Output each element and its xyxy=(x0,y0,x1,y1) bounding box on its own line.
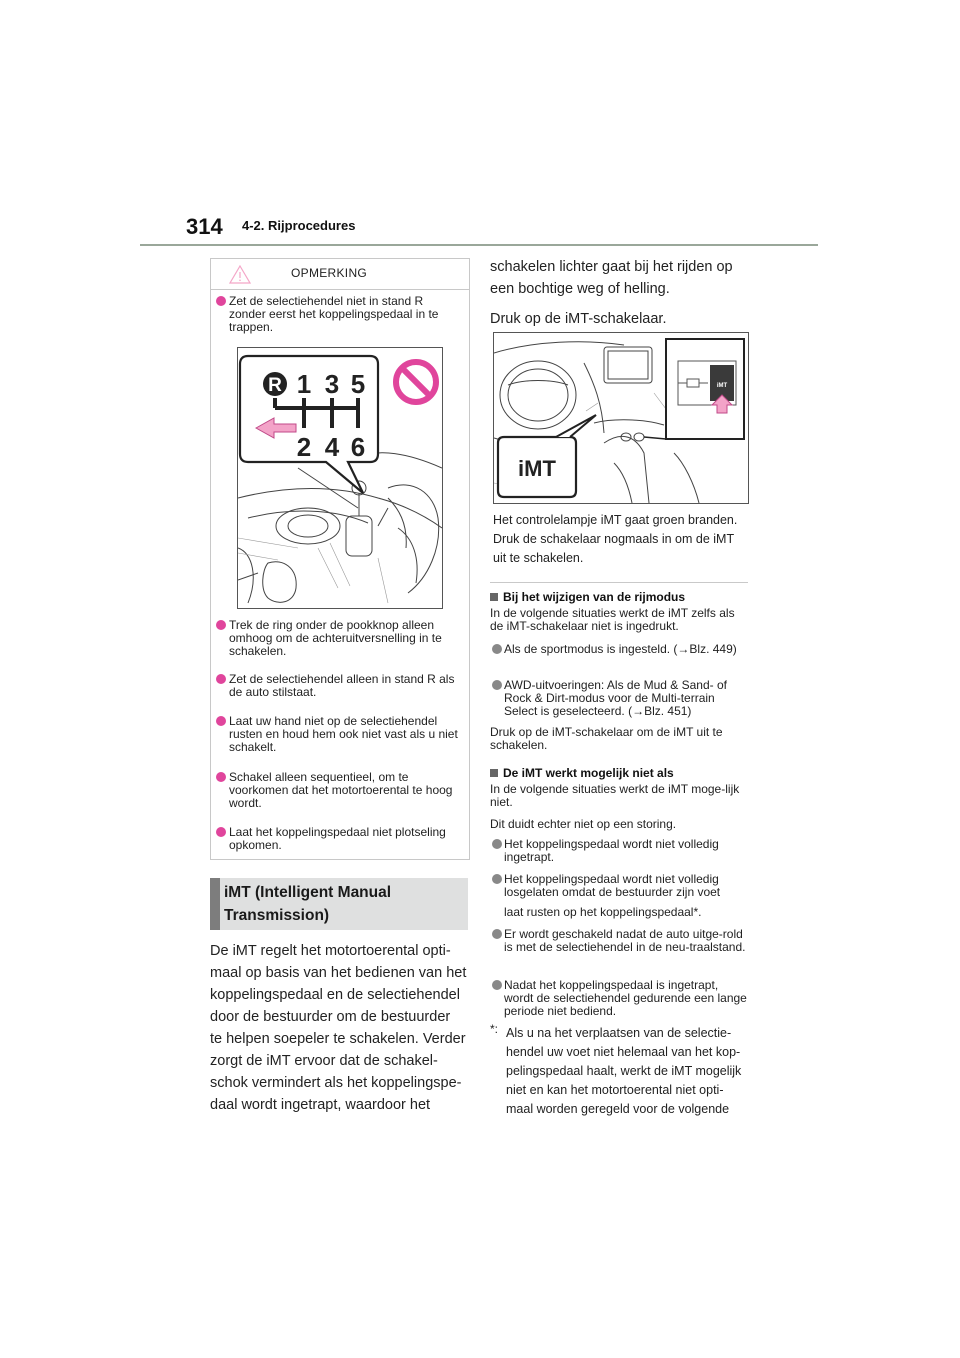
footnote xyxy=(506,1024,754,1119)
may-not-work-bullet-continuation: laat rusten op het koppelingspedaal*. xyxy=(504,905,702,919)
heading-bar xyxy=(210,878,220,930)
footnote-line: Als u na het verplaatsen van de selectie- xyxy=(506,1026,732,1040)
imt-description xyxy=(210,940,472,1116)
notice-bullet-text: Schakel alleen sequentieel, om te voorkomen dat het motortoerental te hoog wordt. xyxy=(229,770,453,810)
drive-mode-heading xyxy=(490,588,752,606)
gear-label-5: 5 xyxy=(350,369,366,399)
bullet-dot xyxy=(216,716,226,726)
imt-description-line: daal wordt ingetrapt, waardoor het xyxy=(210,1097,431,1113)
imt-description-line: koppelingspedaal en de selectiehendel xyxy=(210,987,460,1003)
section-divider xyxy=(490,582,748,583)
imt-description-line: maal op basis van het bedienen van het xyxy=(210,965,467,981)
warning-icon xyxy=(229,265,251,284)
may-not-work-heading xyxy=(490,764,752,782)
continued-line: schakelen lichter gaat bij het rijden op xyxy=(490,259,733,275)
imt-caption xyxy=(493,511,753,568)
drive-mode-bullet xyxy=(490,643,752,673)
imt-description-line: door de bestuurder om de bestuurder xyxy=(210,1009,451,1025)
may-not-work-intro: In de volgende situaties werkt de iMT moge-lijk niet. xyxy=(490,782,740,809)
bullet-dot xyxy=(216,674,226,684)
imt-heading-line: Transmission) xyxy=(224,907,330,924)
may-not-work-intro2: Dit duidt echter niet op een storing. xyxy=(490,817,677,831)
imt-description-continued xyxy=(490,256,752,330)
may-not-work-heading-text: De iMT werkt mogelijk niet als xyxy=(503,766,674,780)
continued-line: een bochtige weg of helling. xyxy=(490,281,670,297)
square-bullet-icon xyxy=(490,769,498,777)
notice-bullet xyxy=(211,826,469,856)
bullet-dot xyxy=(492,874,502,884)
notice-bullet-text: Laat het koppelingspedaal niet plotseling opkomen. xyxy=(229,825,446,852)
drive-mode-intro: In de volgende situaties werkt de iMT zelfs als de iMT-schakelaar niet is ingedrukt. xyxy=(490,606,735,633)
drive-mode-bullet-text: Als de sportmodus is ingesteld. (→Blz. 449) xyxy=(504,642,737,656)
gear-label-6: 6 xyxy=(350,432,366,462)
footnote-line: niet en kan het motortoerental niet opti- xyxy=(506,1083,724,1097)
gear-label-3: 3 xyxy=(324,369,340,399)
bullet-dot xyxy=(216,772,226,782)
page-number: 314 xyxy=(186,214,223,239)
drive-mode-heading-text: Bij het wijzigen van de rijmodus xyxy=(503,590,686,604)
bullet-dot xyxy=(492,980,502,990)
imt-heading-text xyxy=(224,881,464,927)
header-rule xyxy=(140,244,818,246)
notice-bullet xyxy=(211,673,469,703)
caption-line: Het controlelampje iMT gaat groen branden. xyxy=(493,513,738,527)
may-not-work-bullet xyxy=(490,838,752,868)
bullet-dot xyxy=(216,620,226,630)
section-title: 4-2. Rijprocedures xyxy=(242,218,356,233)
may-not-work-bullet-text: Er wordt geschakeld nadat de auto uitge-rold is met de selectiehendel in de neu-traalstand. xyxy=(504,927,746,954)
caption-line: Druk de schakelaar nogmaals in om de iMT xyxy=(493,532,735,546)
bullet-dot xyxy=(492,680,502,690)
imt-section-heading xyxy=(210,878,468,930)
footnote-mark: *: xyxy=(490,1022,499,1036)
notice-rule xyxy=(211,289,469,290)
notice-bullet xyxy=(211,295,469,335)
bullet-dot xyxy=(216,827,226,837)
footnote-line: pelingspedaal haalt, werkt de iMT mogelijk xyxy=(506,1064,742,1078)
notice-bullet xyxy=(211,771,469,815)
imt-description-line: De iMT regelt het motortoerental opti- xyxy=(210,943,451,959)
notice-bullet-text: Laat uw hand niet op de selectiehendel rusten en houd hem ook niet vast als u niet schakelt. xyxy=(229,714,458,754)
gear-shift-drawing xyxy=(238,348,442,608)
may-not-work-bullet xyxy=(490,979,752,1023)
may-not-work-bullet-text: Het koppelingspedaal wordt niet volledig ingetrapt. xyxy=(504,837,719,864)
bullet-dot xyxy=(492,839,502,849)
may-not-work-bullet xyxy=(490,928,752,972)
imt-switch-illustration xyxy=(493,332,749,504)
notice-bullet-text: Trek de ring onder de pookknop alleen omhoog om de achteruitversnelling in te schakelen. xyxy=(229,618,442,658)
imt-heading-line: iMT (Intelligent Manual xyxy=(224,884,392,901)
notice-title: OPMERKING xyxy=(291,266,368,280)
gear-shift-illustration xyxy=(237,347,443,609)
drive-mode-bullet xyxy=(490,679,752,723)
notice-box xyxy=(210,258,470,860)
footnote-line: hendel uw voet niet helemaal van het kop- xyxy=(506,1045,741,1059)
may-not-work-bullet-text: Het koppelingspedaal wordt niet volledig losgelaten omdat de bestuurder zijn voet xyxy=(504,872,721,899)
notice-bullet xyxy=(211,715,469,759)
imt-description-line: te helpen soepeler te schakelen. Verder xyxy=(210,1031,466,1047)
imt-callout-label: iMT xyxy=(518,456,556,481)
footnote-line: maal worden geregeld voor de volgende xyxy=(506,1102,730,1116)
gear-label-2: 2 xyxy=(296,432,312,462)
notice-bullet xyxy=(211,619,469,663)
bullet-dot xyxy=(492,929,502,939)
may-not-work-bullet-text: Nadat het koppelingspedaal is ingetrapt, wordt de selectiehendel gedurende een lange periode niet bediend. xyxy=(504,978,747,1018)
gear-label-1: 1 xyxy=(296,369,312,399)
notice-header xyxy=(211,259,469,287)
imt-description-line: zorgt de iMT ervoor dat de schakel- xyxy=(210,1053,438,1069)
drive-mode-bullet-text: AWD-uitvoeringen: Als de Mud & Sand- of Rock & Dirt-modus voor de Multi-terrain Select is geselecteerd. (→Blz. 451) xyxy=(504,678,727,718)
imt-description-line: schok vermindert als het koppelingspe- xyxy=(210,1075,462,1091)
notice-bullet-text: Zet de selectiehendel alleen in stand R als de auto stilstaat. xyxy=(229,672,455,699)
bullet-dot xyxy=(216,296,226,306)
dashboard-drawing xyxy=(494,333,748,503)
bullet-dot xyxy=(492,644,502,654)
caption-line: uit te schakelen. xyxy=(493,551,584,565)
gear-label-4: 4 xyxy=(324,432,340,462)
notice-bullet-text: Zet de selectiehendel niet in stand R zonder eerst het koppelingspedaal in te trappen. xyxy=(229,294,439,334)
gear-label-r: R xyxy=(268,375,282,396)
may-not-work-bullet xyxy=(490,873,752,903)
instruction-text: Druk op de iMT-schakelaar. xyxy=(490,311,667,327)
square-bullet-icon xyxy=(490,593,498,601)
imt-switch-label: iMT xyxy=(716,383,728,389)
drive-mode-outro: Druk op de iMT-schakelaar om de iMT uit te schakelen. xyxy=(490,725,723,752)
